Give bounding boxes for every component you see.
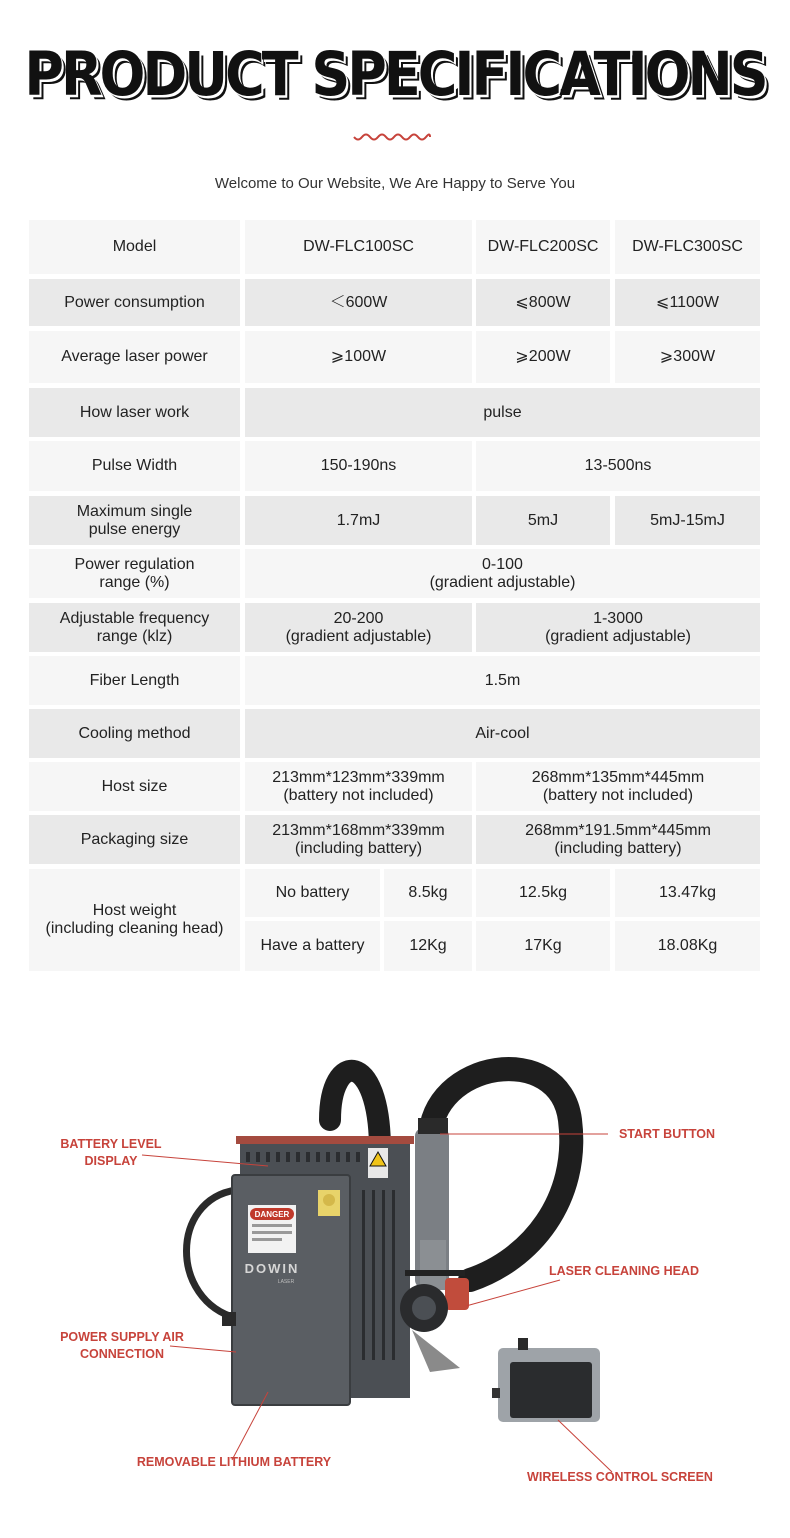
pulse-width-200-300: 13-500ns: [476, 441, 760, 491]
power-regulation-value: 0-100 (gradient adjustable): [245, 549, 760, 598]
packaging-size-200-300: 268mm*191.5mm*445mm (including battery): [476, 815, 760, 864]
model-200: DW-FLC200SC: [476, 220, 610, 274]
label-max-pulse-energy: Maximum single pulse energy: [29, 496, 240, 545]
product-photo: [0, 1000, 790, 1533]
callout-air-connection: POWER SUPPLY AIR CONNECTION: [60, 1330, 184, 1361]
average-laser-power-100: ⩾100W: [245, 331, 472, 383]
how-laser-work-value: pulse: [245, 388, 760, 437]
callout-lithium-battery: REMOVABLE LITHIUM BATTERY: [136, 1455, 332, 1469]
page-subtitle: Welcome to Our Website, We Are Happy to Serve You: [214, 175, 576, 192]
label-power-consumption: Power consumption: [29, 279, 240, 326]
label-host-weight: Host weight (including cleaning head): [29, 869, 240, 971]
adjustable-frequency-100: 20-200 (gradient adjustable): [245, 603, 472, 652]
pulse-width-100: 150-190ns: [245, 441, 472, 491]
max-pulse-energy-100: 1.7mJ: [245, 496, 472, 545]
max-pulse-energy-300: 5mJ-15mJ: [615, 496, 760, 545]
cooling-method-value: Air-cool: [245, 709, 760, 758]
host-size-100: 213mm*123mm*339mm (battery not included): [245, 762, 472, 811]
average-laser-power-300: ⩾300W: [615, 331, 760, 383]
weight-with-battery-300: 18.08Kg: [615, 921, 760, 971]
label-power-regulation: Power regulation range (%): [29, 549, 240, 598]
power-consumption-300: ⩽1100W: [615, 279, 760, 326]
max-pulse-energy-200: 5mJ: [476, 496, 610, 545]
label-fiber-length: Fiber Length: [29, 656, 240, 705]
average-laser-power-200: ⩾200W: [476, 331, 610, 383]
power-consumption-100: ＜600W: [245, 279, 472, 326]
brand-logo: DOWIN: [244, 1261, 300, 1276]
brand-logo-sub: LASER: [277, 1279, 295, 1285]
callout-laser-head: LASER CLEANING HEAD: [548, 1264, 699, 1278]
label-packaging-size: Packaging size: [29, 815, 240, 864]
callout-control-screen: WIRELESS CONTROL SCREEN: [527, 1470, 713, 1484]
label-how-laser-work: How laser work: [29, 388, 240, 437]
weight-with-battery-100: 12Kg: [384, 921, 472, 971]
weight-no-battery-300: 13.47kg: [615, 869, 760, 917]
label-model: Model: [29, 220, 240, 274]
label-with-battery: Have a battery: [245, 921, 380, 971]
danger-label: DANGER: [254, 1210, 290, 1219]
label-average-laser-power: Average laser power: [29, 331, 240, 383]
model-100: DW-FLC100SC: [245, 220, 472, 274]
fiber-length-value: 1.5m: [245, 656, 760, 705]
page-title: PRODUCT SPECIFICATIONS: [24, 39, 766, 110]
host-size-200-300: 268mm*135mm*445mm (battery not included): [476, 762, 760, 811]
label-cooling-method: Cooling method: [29, 709, 240, 758]
model-300: DW-FLC300SC: [615, 220, 760, 274]
power-consumption-200: ⩽800W: [476, 279, 610, 326]
weight-with-battery-200: 17Kg: [476, 921, 610, 971]
weight-no-battery-100: 8.5kg: [384, 869, 472, 917]
weight-no-battery-200: 12.5kg: [476, 869, 610, 917]
callout-start-button: START BUTTON: [618, 1127, 716, 1141]
label-host-size: Host size: [29, 762, 240, 811]
label-no-battery: No battery: [245, 869, 380, 917]
label-pulse-width: Pulse Width: [29, 441, 240, 491]
decorative-wave: [352, 133, 432, 143]
callout-battery-level: BATTERY LEVEL DISPLAY: [60, 1137, 162, 1168]
packaging-size-100: 213mm*168mm*339mm (including battery): [245, 815, 472, 864]
adjustable-frequency-200-300: 1-3000 (gradient adjustable): [476, 603, 760, 652]
label-adjustable-frequency: Adjustable frequency range (klz): [29, 603, 240, 652]
